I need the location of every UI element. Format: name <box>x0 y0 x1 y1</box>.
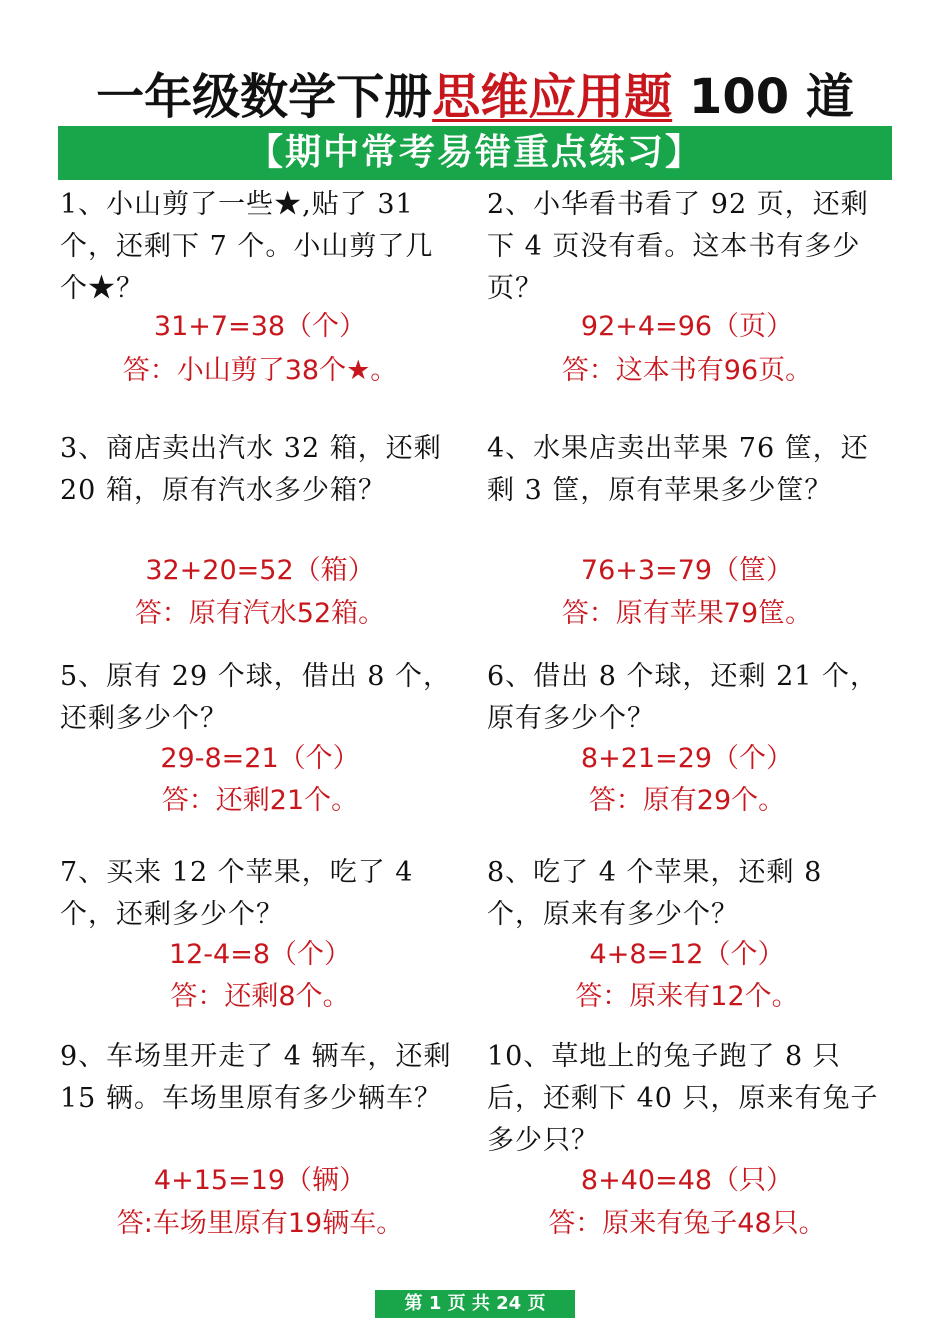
problem-5-answer: 答：还剩21个。 <box>161 785 359 816</box>
problem-8-answer: 答：原来有12个。 <box>575 981 799 1012</box>
problem-6-equation: 8+21=29（个） <box>580 743 794 774</box>
problem-3-answer: 答：原有汽水52箱。 <box>134 598 386 629</box>
page-title <box>0 62 950 132</box>
problem-9-question: 9、车场里开走了 4 辆车，还剩 15 辆。车场里原有多少辆车？ <box>60 1041 452 1114</box>
problem-8-question: 8、吃了 4 个苹果，还剩 8 个，原来有多少个？ <box>487 857 823 930</box>
section-banner: 【期中常考易错重点练习】 <box>58 126 892 180</box>
problem-5-equation: 29-8=21（个） <box>160 743 360 774</box>
problem-6-question: 6、借出 8 个球，还剩 21 个，原有多少个？ <box>487 661 879 734</box>
title-suffix: 100 道 <box>672 69 854 125</box>
problem-1-answer: 答：小山剪了38个★。 <box>122 355 398 386</box>
problem-10-equation: 8+40=48（只） <box>580 1165 794 1196</box>
page-number-badge: 第 1 页 共 24 页 <box>375 1290 575 1318</box>
problem-4-question: 4、水果店卖出苹果 76 筐，还剩 3 筐，原有苹果多少筐？ <box>487 433 869 506</box>
problem-6-answer: 答：原有29个。 <box>588 785 786 816</box>
problem-10-answer: 答：原来有兔子48只。 <box>548 1208 826 1239</box>
problem-10-question: 10、草地上的兔子跑了 8 只后，还剩下 40 只，原来有兔子多少只？ <box>487 1041 879 1156</box>
title-highlight: 思维应用题 <box>432 69 673 125</box>
problem-2-question: 2、小华看书看了 92 页，还剩下 4 页没有看。这本书有多少页？ <box>487 189 869 304</box>
problem-7-question: 7、买来 12 个苹果，吃了 4 个，还剩多少个？ <box>60 857 414 930</box>
problem-5-question: 5、原有 29 个球，借出 8 个，还剩多少个？ <box>60 661 452 734</box>
problem-1-question: 1、小山剪了一些★,贴了 31 个，还剩下 7 个。小山剪了几个★？ <box>60 189 434 304</box>
problem-4-answer: 答：原有苹果79筐。 <box>561 598 813 629</box>
problem-3-question: 3、商店卖出汽水 32 箱，还剩 20 箱，原有汽水多少箱？ <box>60 433 442 506</box>
title-prefix: 一年级数学下册 <box>96 69 433 125</box>
problem-7-equation: 12-4=8（个） <box>168 939 352 970</box>
problem-1-equation: 31+7=38（个） <box>153 311 367 342</box>
problem-8-equation: 4+8=12（个） <box>589 939 785 970</box>
problem-2-equation: 92+4=96（页） <box>580 311 794 342</box>
problem-4-equation: 76+3=79（筐） <box>580 555 794 586</box>
problem-9-equation: 4+15=19（辆） <box>153 1165 367 1196</box>
problem-9-answer: 答:车场里原有19辆车。 <box>116 1208 404 1239</box>
problem-3-equation: 32+20=52（箱） <box>145 555 375 586</box>
problem-7-answer: 答：还剩8个。 <box>170 981 350 1012</box>
problem-2-answer: 答：这本书有96页。 <box>561 355 813 386</box>
